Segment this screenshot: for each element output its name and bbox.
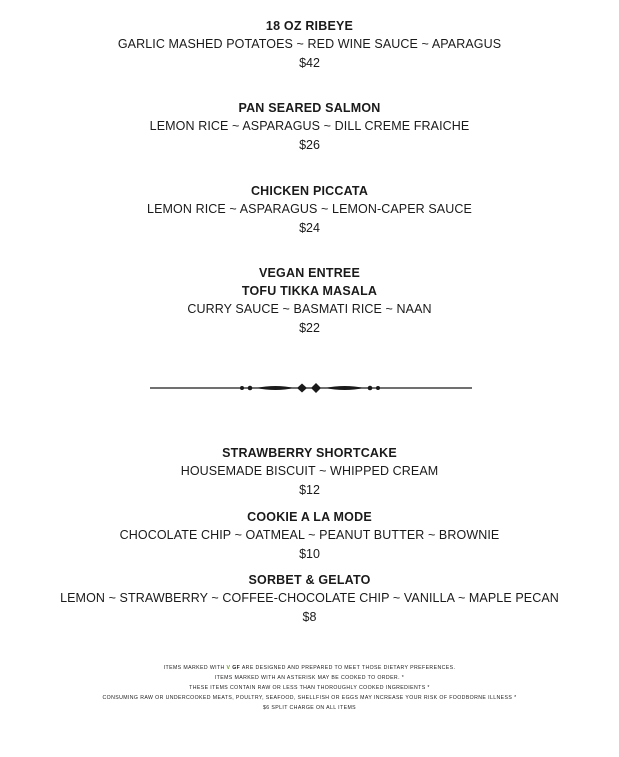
ornamental-divider: [150, 378, 472, 398]
dietary-note-prefix: ITEMS MARKED WITH: [163, 665, 225, 671]
item-description: GARLIC MASHED POTATOES ~ RED WINE SAUCE ~ APARAGUS: [117, 37, 502, 51]
item-name: CHICKEN PICCATA: [250, 184, 369, 198]
item-name: 18 OZ RIBEYE: [265, 19, 354, 33]
vegan-leaf-icon: V: [226, 665, 231, 671]
menu-item-ribeye: [0, 17, 619, 73]
item-price: $24: [299, 221, 320, 235]
menu-item-tofu-tikka-masala: [0, 264, 619, 338]
item-name: PAN SEARED SALMON: [238, 101, 381, 115]
menu-item-chicken-piccata: [0, 182, 619, 238]
split-charge-note: $6 SPLIT CHARGE ON ALL ITEMS: [262, 705, 357, 711]
item-name: COOKIE A LA MODE: [247, 510, 372, 524]
item-name: TOFU TIKKA MASALA: [241, 284, 378, 298]
item-description: LEMON ~ STRAWBERRY ~ COFFEE-CHOCOLATE CHIP ~ VANILLA ~ MAPLE PECAN: [60, 591, 559, 605]
item-price: $42: [299, 56, 320, 70]
asterisk-note: ITEMS MARKED WITH AN ASTERISK MAY BE COOKED TO ORDER. *: [214, 675, 405, 681]
item-price: $22: [299, 321, 320, 335]
menu-item-sorbet-gelato: [0, 571, 619, 627]
item-description: LEMON RICE ~ ASPARAGUS ~ LEMON-CAPER SAUCE: [147, 202, 472, 216]
item-category-label: VEGAN ENTREE: [258, 266, 361, 280]
foodborne-illness-warning: CONSUMING RAW OR UNDERCOOKED MEATS, POULTRY, SEAFOOD, SHELLFISH OR EGGS MAY INCREASE YOUR RISK OF FOODBORNE ILLNESS *: [102, 695, 517, 701]
item-name: SORBET & GELATO: [248, 573, 371, 587]
item-price: $26: [299, 138, 320, 152]
menu-item-salmon: [0, 99, 619, 155]
item-price: $12: [299, 483, 320, 497]
item-description: CURRY SAUCE ~ BASMATI RICE ~ NAAN: [187, 302, 432, 316]
item-description: LEMON RICE ~ ASPARAGUS ~ DILL CREME FRAICHE: [149, 119, 470, 133]
dietary-note-suffix: ARE DESIGNED AND PREPARED TO MEET THOSE DIETARY PREFERENCES.: [241, 665, 456, 671]
item-description: CHOCOLATE CHIP ~ OATMEAL ~ PEANUT BUTTER ~ BROWNIE: [119, 528, 500, 542]
dietary-note: [0, 663, 619, 673]
menu-item-strawberry-shortcake: [0, 444, 619, 500]
footer-disclaimer: [0, 663, 619, 713]
raw-ingredients-note: THESE ITEMS CONTAIN RAW OR LESS THAN THOROUGHLY COOKED INGREDIENTS *: [189, 685, 430, 691]
item-price: $10: [299, 547, 320, 561]
item-price: $8: [302, 610, 317, 624]
gluten-free-icon: GF: [232, 665, 241, 671]
item-description: HOUSEMADE BISCUIT ~ WHIPPED CREAM: [180, 464, 439, 478]
menu-item-cookie-a-la-mode: [0, 508, 619, 564]
item-name: STRAWBERRY SHORTCAKE: [222, 446, 397, 460]
